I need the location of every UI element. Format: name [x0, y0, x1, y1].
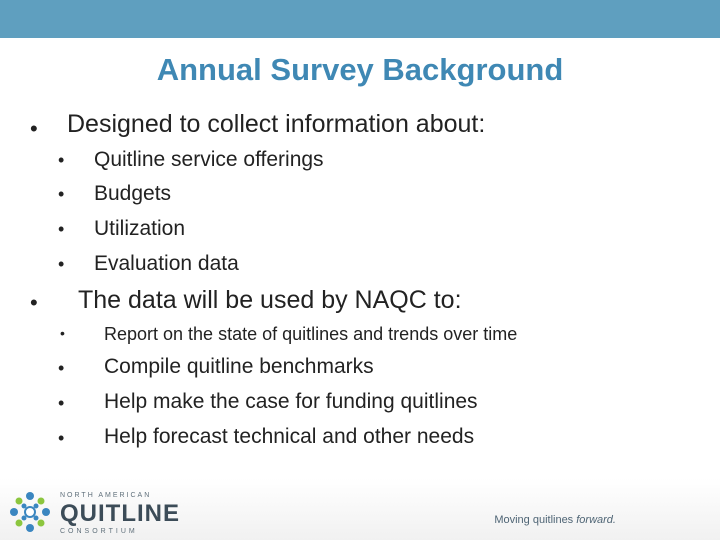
list-item: Report on the state of quitlines and trends over time [104, 324, 518, 344]
bullet-icon: • [58, 219, 65, 239]
list-item: Help forecast technical and other needs [104, 425, 475, 448]
list-item: Evaluation data [94, 252, 239, 275]
bullet-icon: • [58, 254, 65, 274]
section-heading-naqc: The data will be used by NAQC to: [78, 286, 462, 314]
bullet-icon: • [60, 325, 65, 341]
bullet-icon: • [58, 428, 65, 448]
footer-tagline [494, 514, 616, 526]
bullet-icon: • [30, 290, 38, 315]
bullet-icon: • [58, 184, 65, 204]
slide-title: Annual Survey Background [156, 52, 564, 87]
list-item: Budgets [94, 182, 172, 205]
logo-text-top: NORTH AMERICAN [60, 492, 152, 499]
top-color-band [0, 0, 720, 38]
list-item: Compile quitline benchmarks [104, 355, 374, 378]
bullet-icon: • [30, 116, 38, 141]
logo-text-main: QUITLINE [60, 500, 180, 527]
logo-text-bottom: CONSORTIUM [60, 528, 138, 535]
naqc-logo-icon [8, 490, 52, 534]
tagline-plain: Moving quitlines [494, 514, 577, 526]
section-heading-collect: Designed to collect information about: [67, 110, 486, 138]
list-item: Quitline service offerings [94, 148, 324, 171]
tagline-emphasis: forward. [576, 514, 616, 526]
list-item: Help make the case for funding quitlines [104, 390, 478, 413]
list-item: Utilization [94, 217, 186, 240]
bullet-icon: • [58, 393, 65, 413]
bullet-icon: • [58, 358, 65, 378]
bullet-icon: • [58, 150, 65, 170]
